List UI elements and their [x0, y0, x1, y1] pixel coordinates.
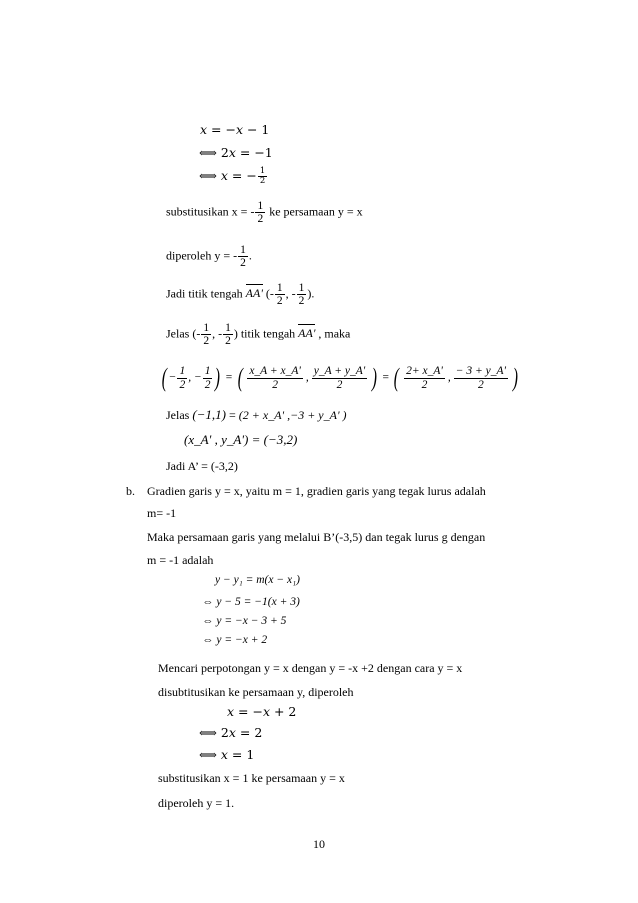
jelas-lhs: (−1,1)	[192, 407, 227, 422]
jelas-equation-line	[166, 408, 347, 421]
left-paren: (	[237, 363, 243, 392]
comma: ,	[447, 371, 451, 384]
result-prefix: diperoleh y = -	[166, 248, 238, 263]
close-text: ) titik tengah	[233, 326, 296, 341]
midpoint-formula	[160, 365, 520, 391]
coordinates-lhs: (x_A' , y_A')	[184, 432, 249, 447]
separator: , -	[285, 286, 296, 301]
result-line-1	[166, 244, 252, 269]
right-paren: )	[371, 363, 378, 392]
segment-aa-prime: AA'	[298, 326, 316, 341]
fraction-numerator: 1	[204, 365, 211, 378]
fraction	[203, 365, 213, 390]
open-paren: (-	[265, 286, 274, 301]
part-b-line-2: m= -1	[147, 506, 177, 520]
page-number: 10	[313, 837, 325, 851]
fraction	[275, 282, 285, 307]
fraction-numerator: − 3 + y_A'	[455, 365, 506, 378]
fraction-denominator: 2	[421, 378, 428, 391]
fraction-numerator: 1	[225, 322, 231, 334]
fraction-numerator: 1	[203, 322, 210, 334]
part-b-line-3: Maka persamaan garis yang melalui B’(-3,5) dan tegak lurus g dengan	[147, 530, 486, 544]
fraction-numerator: x_A + x_A'	[249, 365, 301, 378]
substitution-prefix: substitusikan x = -	[166, 204, 255, 219]
midpoint-prefix: Jadi titik tengah	[166, 286, 243, 301]
fraction-numerator: 2+ x_A'	[406, 365, 443, 378]
close-paren: ).	[307, 286, 315, 301]
equation-x-eq-minus-x-minus-1: 𝑥 = −𝑥 − 1	[200, 122, 270, 137]
part-b-line-1: Gradien garis y = x, yaitu m = 1, gradien garis yang tegak lurus adalah	[147, 484, 486, 498]
fraction	[297, 282, 307, 307]
coordinates-rhs: (−3,2)	[263, 432, 298, 447]
fraction-numerator: 1	[259, 166, 266, 176]
fraction-numerator: 1	[298, 282, 305, 294]
equation-lhs: ⟺ 𝑥 = −	[199, 167, 257, 183]
fraction	[404, 365, 445, 390]
fraction-denominator: 2	[298, 295, 305, 308]
intersection-line-1: Mencari perpotongan y = x dengan y = -x +2 dengan cara y = x	[158, 661, 463, 675]
part-b-marker: b.	[126, 484, 135, 498]
equation-2x-eq-minus-1: ⟺ 2𝑥 = −1	[199, 145, 273, 160]
fraction-denominator: 2	[257, 213, 264, 226]
separator: , −	[188, 371, 202, 384]
fraction	[247, 365, 303, 390]
fraction-denominator: 2	[203, 335, 210, 348]
fraction	[312, 365, 368, 390]
left-paren: (	[394, 363, 400, 392]
conclusion-a-prime: Jadi A’ = (-3,2)	[166, 459, 238, 473]
separator: , -	[212, 326, 223, 341]
fraction	[454, 365, 508, 390]
equation-x-eq-minus-x-plus-2: 𝑥 = −𝑥 + 2	[227, 704, 297, 719]
fraction	[177, 365, 187, 390]
fraction-denominator: 2	[225, 335, 231, 348]
right-paren: )	[512, 363, 518, 392]
part-b-line-4: m = -1 adalah	[147, 553, 214, 567]
result-suffix: .	[248, 248, 252, 263]
fraction-numerator: y_A + y_A'	[313, 365, 366, 378]
substitution-line-1	[166, 200, 363, 225]
fraction-numerator: 1	[179, 365, 186, 378]
line-equation-step-3: ⇔ y = −x + 2	[202, 634, 268, 646]
equation-x-eq-minus-half	[199, 167, 268, 186]
equals-sign: =	[251, 432, 261, 447]
intersection-line-2: disubtitusikan ke persamaan y, diperoleh	[158, 685, 354, 699]
jelas-suffix: , maka	[318, 326, 351, 341]
fraction	[223, 322, 233, 347]
right-paren: )	[215, 363, 221, 392]
fraction-denominator: 2	[276, 295, 283, 308]
minus-sign: −	[168, 371, 177, 384]
line-equation-step-1: ⇔ y − 5 = −1(x + 3)	[202, 596, 300, 608]
jelas-prefix: Jelas (-	[166, 326, 201, 341]
equation-x-eq-1: ⟺ 𝑥 = 1	[199, 747, 255, 762]
substitution-line-2: substitusikan x = 1 ke persamaan y = x	[158, 771, 345, 785]
fraction	[201, 322, 211, 347]
fraction-numerator: 1	[257, 200, 264, 212]
fraction-numerator: 1	[276, 282, 283, 294]
equals-sign: =	[229, 408, 236, 422]
coordinates-line	[184, 433, 297, 446]
fraction-denominator: 2	[477, 378, 484, 391]
fraction	[258, 167, 267, 186]
fraction-denominator: 2	[272, 378, 278, 391]
point-slope-formula: y − y₁ = m(x − x₁)	[215, 574, 300, 586]
left-paren: (	[161, 363, 167, 392]
fraction-numerator: 1	[240, 244, 246, 256]
jelas-label: Jelas	[166, 408, 190, 422]
fraction	[238, 244, 248, 269]
jelas-rhs: (2 + x_A' ,−3 + y_A' )	[238, 408, 347, 422]
equals-sign: =	[381, 371, 390, 384]
jelas-midpoint-line	[166, 322, 350, 347]
fraction-denominator: 2	[259, 175, 266, 186]
line-equation-step-2: ⇔ y = −x − 3 + 5	[202, 615, 287, 627]
equals-sign: =	[225, 371, 233, 384]
fraction-denominator: 2	[179, 378, 186, 391]
result-line-2: diperoleh y = 1.	[158, 796, 235, 810]
fraction-denominator: 2	[240, 257, 246, 270]
midpoint-line	[166, 282, 314, 307]
fraction-denominator: 2	[204, 378, 211, 391]
fraction-denominator: 2	[336, 378, 343, 391]
fraction	[255, 200, 265, 225]
segment-aa-prime: AA'	[245, 286, 263, 301]
equation-2x-eq-2: ⟺ 2𝑥 = 2	[199, 725, 263, 740]
comma: ,	[305, 371, 309, 384]
substitution-suffix: ke persamaan y = x	[269, 204, 363, 219]
